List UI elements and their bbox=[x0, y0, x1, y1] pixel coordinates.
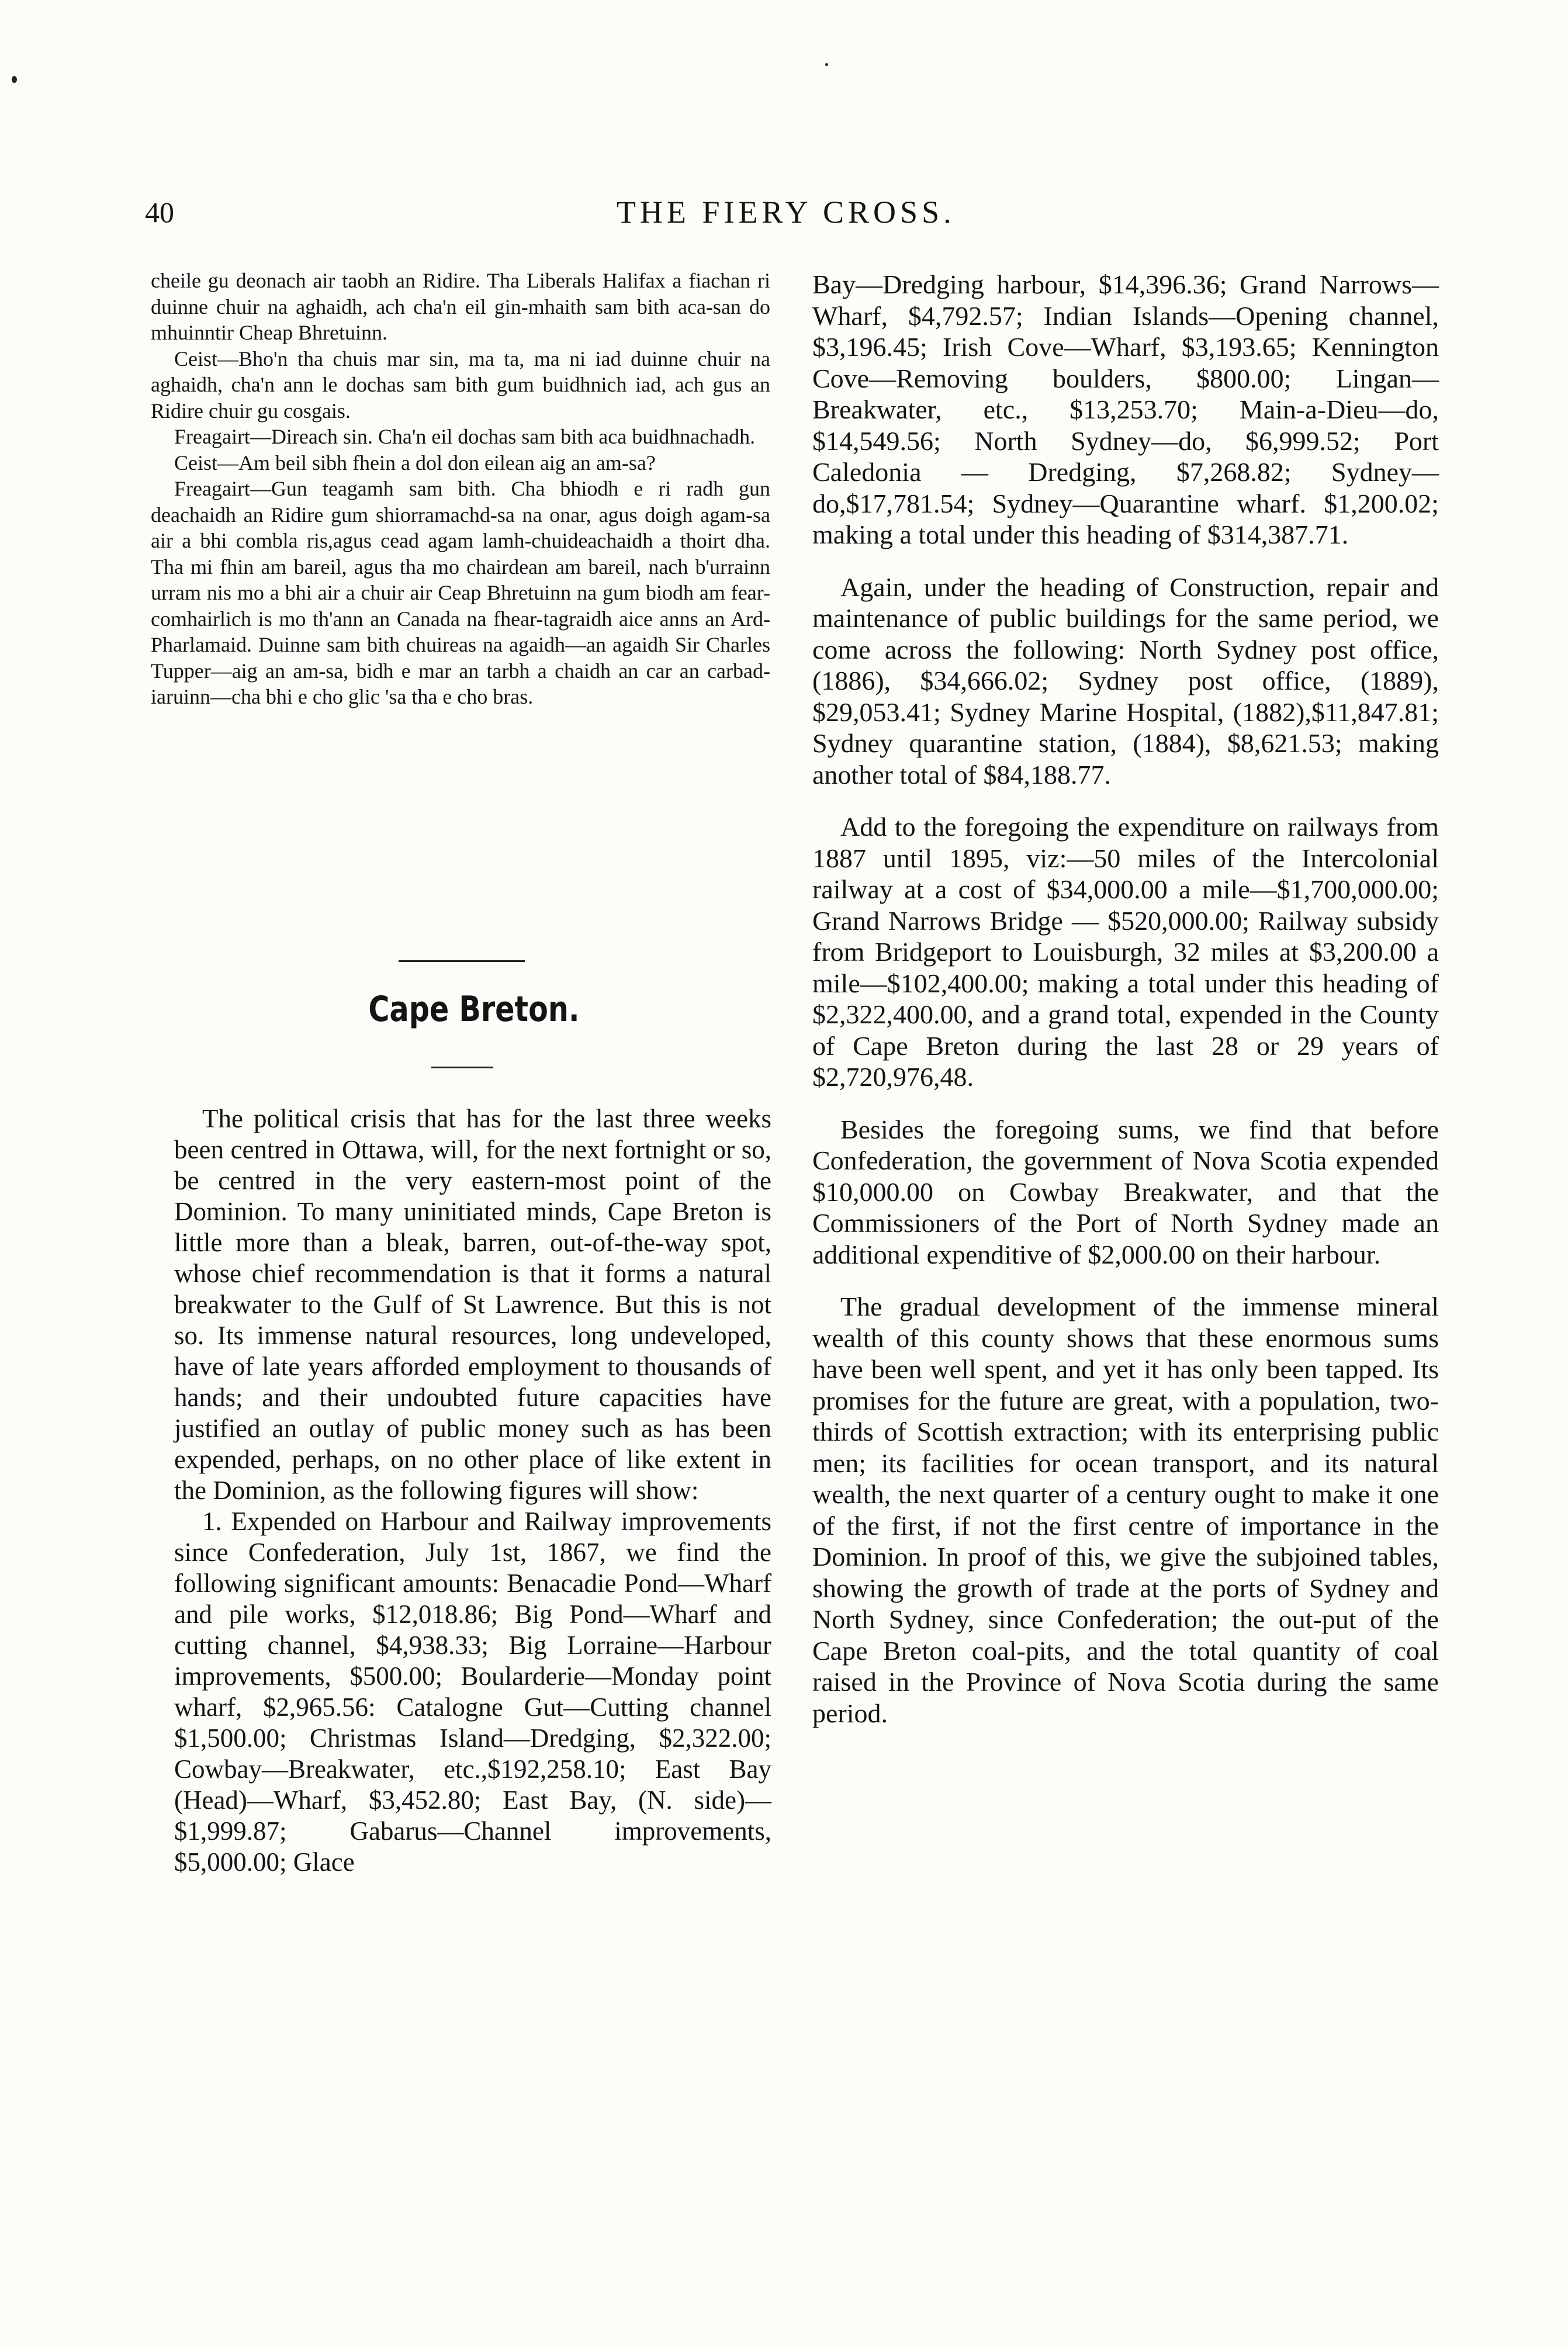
print-speck bbox=[825, 63, 828, 66]
dialogue-paragraph: Freagairt—Gun teagamh sam bith. Cha bhiodh e ri radh gun deachaidh an Ridire gum shiorramachd-sa na onar, agus doigh agam-sa air a bhi combla ris,agus cead agam lamh-chuideachaidh a thoirt dha. Tha mi fhin am bareil, agus tha mo chairdean am bareil, nach b'urrainn urram nis mo a bhi air a chuir air Ceap Bhretuinn na gum biodh am fear-comhairlich is mo th'ann an Canada na fhear-tagraidh aice anns an Ard-Pharlamaid. Duinne sam bith chuireas na agaidh—an agaidh Sir Charles Tupper—aig an am-sa, bidh e mar an tarbh a chaidh an car an carbad-iaruinn—cha bhi e cho glic 'sa tha e cho bras. bbox=[151, 477, 770, 708]
article-paragraph: Besides the foregoing sums, we find that before Confederation, the government of Nova Scotia expended $10,000.00 on Cowbay Breakwater, and that the Commissioners of the Port of North Sydney made an additional expenditive of $2,000.00 on their harbour. bbox=[812, 1114, 1439, 1269]
article-paragraph: Again, under the heading of Construction, repair and maintenance of public buildings for the same period, we come across the following: North Sydney post office, (1886), $34,666.02; Sydney post office, (1889), $29,053.41; Sydney Marine Hospital, (1882),$11,847.81; Sydney quarantine station, (1884), $8,621.53; making another total of $84,188.77. bbox=[812, 572, 1439, 790]
dialogue-paragraph: cheile gu deonach air taobh an Ridire. Tha Liberals Halifax a fiachan ri duinne chuir na aghaidh, ach cha'n eil gin-mhaith sam bith aca-san do mhuinntir Cheap Bhretuinn. bbox=[151, 269, 770, 344]
page-number: 40 bbox=[145, 196, 174, 229]
running-title: THE FIERY CROSS. bbox=[617, 195, 956, 230]
article-paragraph: 1. Expended on Harbour and Railway improvements since Confederation, July 1st, 1867, we find the following significant amounts: Benacadie Pond—Wharf and pile works, $12,018.86; Big Pond—Wharf and cutting channel, $4,938.33; Big Lorraine—Harbour improvements, $500.00; Boularderie—Monday point wharf, $2,965.56: Catalogne Gut—Cutting channel $1,500.00; Christmas Island—Dredging, $2,322.00; Cowbay—Breakwater, etc.,$192,258.10; East Bay (Head)—Wharf, $3,452.80; East Bay, (N. side)—$1,999.87; Gabarus—Channel improvements, $5,000.00; Glace bbox=[174, 1507, 771, 1877]
dialogue-paragraph: Ceist—Bho'n tha chuis mar sin, ma ta, ma ni iad duinne chuir na aghaidh, cha'n ann le dochas sam bith gum buidhnich iad, ach gus an Ridire chuir gu cosgais. bbox=[151, 347, 770, 423]
heading-rule bbox=[431, 1067, 493, 1068]
article-heading: Cape Breton. bbox=[368, 989, 580, 1030]
article-right-column bbox=[812, 269, 1439, 1750]
article-paragraph: The political crisis that has for the last three weeks been centred in Ottawa, will, for the next fortnight or so, be centred in the very eastern-most point of the Dominion. To many uninitiated minds, Cape Breton is little more than a bleak, barren, out-of-the-way spot, whose chief recommendation is that it forms a natural breakwater to the Gulf of St Lawrence. But this is not so. Its immense natural resources, long undeveloped, have of late years afforded employment to thousands of hands; and their undoubted future capacities have justified an outlay of public money such as has been expended, perhaps, on no other place of like extent in the Dominion, as the following figures will show: bbox=[174, 1104, 771, 1505]
article-paragraph: The gradual development of the immense mineral wealth of this county shows that these enormous sums have been well spent, and yet it has only been tapped. Its promises for the future are great, with a population, two-thirds of Scottish extraction; with its enterprising public men; its facilities for ocean transport, and its natural wealth, the next quarter of a century ought to make it one of the first, if not the first centre of importance in the Dominion. In proof of this, we give the subjoined tables, showing the growth of trade at the ports of Sydney and North Sydney, since Confederation; the out-put of the Cape Breton coal-pits, and the total quantity of coal raised in the Province of Nova Scotia during the same period. bbox=[812, 1292, 1439, 1728]
dialogue-paragraph: Freagairt—Direach sin. Cha'n eil dochas sam bith aca buidhnachadh. bbox=[174, 425, 756, 448]
article-paragraph: Add to the foregoing the expenditure on railways from 1887 until 1895, viz:—50 miles of the Intercolonial railway at a cost of $34,000.00 a mile—$1,700,000.00; Grand Narrows Bridge — $520,000.00; Railway subsidy from Bridgeport to Louisburgh, 32 miles at $3,200.00 a mile—$102,400.00; making a total under this heading of $2,322,400.00, and a grand total, expended in the County of Cape Breton during the last 28 or 29 years of $2,720,976,48. bbox=[812, 812, 1439, 1092]
article-left-column bbox=[174, 1103, 771, 1878]
gaelic-dialogue bbox=[151, 268, 770, 710]
dialogue-paragraph: Ceist—Am beil sibh fhein a dol don eilean aig an am-sa? bbox=[174, 451, 656, 475]
section-divider bbox=[399, 960, 525, 962]
article-paragraph: Bay—Dredging harbour, $14,396.36; Grand Narrows—Wharf, $4,792.57; Indian Islands—Opening channel, $3,196.45; Irish Cove—Wharf, $3,193.65; Kennington Cove—Removing boulders, $800.00; Lingan—Breakwater, etc., $13,253.70; Main-a-Dieu—do, $14,549.56; North Sydney—do, $6,999.52; Port Caledonia — Dredging, $7,268.82; Sydney—do,$17,781.54; Sydney—Quarantine wharf. $1,200.02; making a total under this heading of $314,387.71. bbox=[812, 269, 1439, 549]
print-speck bbox=[12, 76, 17, 83]
